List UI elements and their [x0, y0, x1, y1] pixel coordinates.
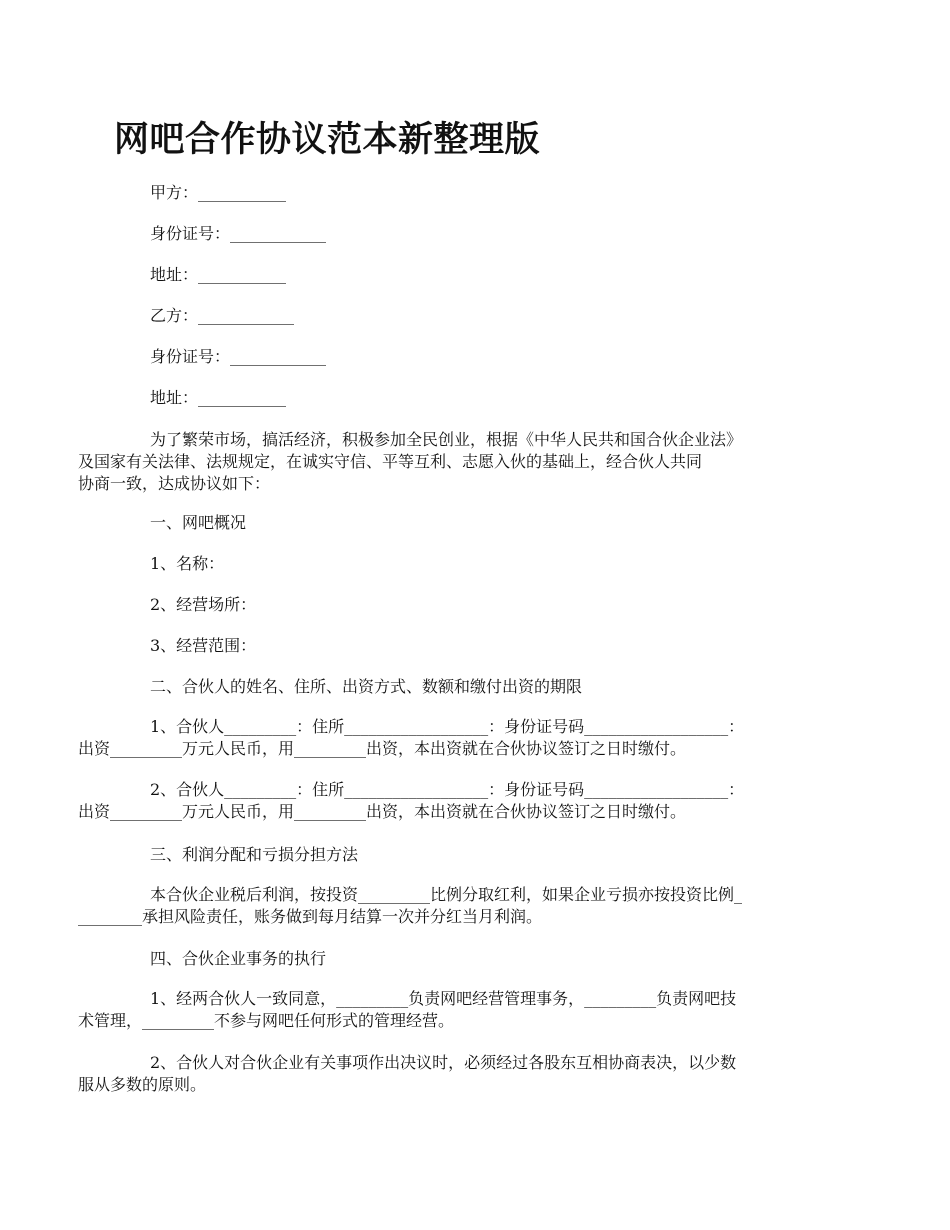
item-name: 1、名称：	[150, 554, 225, 573]
clause-1-paragraph	[78, 988, 840, 1032]
profit-line: 本合伙企业税后利润，按投资_________比例分取红利，如果企业亏损亦按投资比例_	[150, 885, 743, 904]
document-title: 网吧合作协议范本新整理版	[114, 119, 541, 160]
partner-2-line: 2、合伙人_________：住所__________________：身份证号码__________________：	[150, 780, 745, 799]
party-a-id-line: 身份证号：____________	[150, 224, 327, 243]
clause-2-line: 2、合伙人对合伙企业有关事项作出决议时，必须经过各股东互相协商表决，以少数	[150, 1053, 737, 1072]
partner-1-line: 出资_________万元人民币，用_________出资，本出资就在合伙协议签订之日时缴付。	[78, 739, 687, 758]
preamble-line: 为了繁荣市场，搞活经济，积极参加全民创业，根据《中华人民共和国合伙企业法》	[150, 430, 743, 449]
party-a-line: 甲方：___________	[150, 183, 287, 202]
partner-2-line: 出资_________万元人民币，用_________出资，本出资就在合伙协议签订之日时缴付。	[78, 802, 687, 821]
preamble-line: 及国家有关法律、法规规定，在诚实守信、平等互利、志愿入伙的基础上，经合伙人共同	[78, 452, 703, 471]
clause-1-line: 术管理，_________不参与网吧任何形式的管理经营。	[78, 1011, 455, 1030]
item-business-scope: 3、经营范围：	[150, 636, 257, 655]
clause-1-line: 1、经两合伙人一致同意，_________负责网吧经营管理事务，_________负责网吧技	[150, 989, 737, 1008]
party-b-id-line: 身份证号：____________	[150, 347, 327, 366]
party-a-address-line: 地址：___________	[150, 265, 287, 284]
clause-2-line: 服从多数的原则。	[78, 1075, 207, 1094]
profit-distribution-paragraph	[78, 884, 840, 928]
partner-1-paragraph	[78, 716, 840, 760]
profit-line: ________承担风险责任，账务做到每月结算一次并分红当月利润。	[78, 907, 543, 926]
preamble-line: 协商一致，达成协议如下：	[78, 474, 271, 493]
party-b-address-line: 地址：___________	[150, 388, 287, 407]
section-1-heading: 一、网吧概况	[150, 513, 247, 532]
clause-2-paragraph	[78, 1052, 840, 1096]
partner-2-paragraph	[78, 779, 840, 823]
preamble-paragraph	[78, 429, 840, 495]
section-3-heading: 三、利润分配和亏损分担方法	[150, 845, 359, 864]
item-business-location: 2、经营场所：	[150, 595, 257, 614]
section-2-heading: 二、合伙人的姓名、住所、出资方式、数额和缴付出资的期限	[150, 677, 583, 696]
section-4-heading: 四、合伙企业事务的执行	[150, 949, 327, 968]
partner-1-line: 1、合伙人_________：住所__________________：身份证号码__________________：	[150, 717, 745, 736]
party-b-line: 乙方：____________	[150, 306, 295, 325]
